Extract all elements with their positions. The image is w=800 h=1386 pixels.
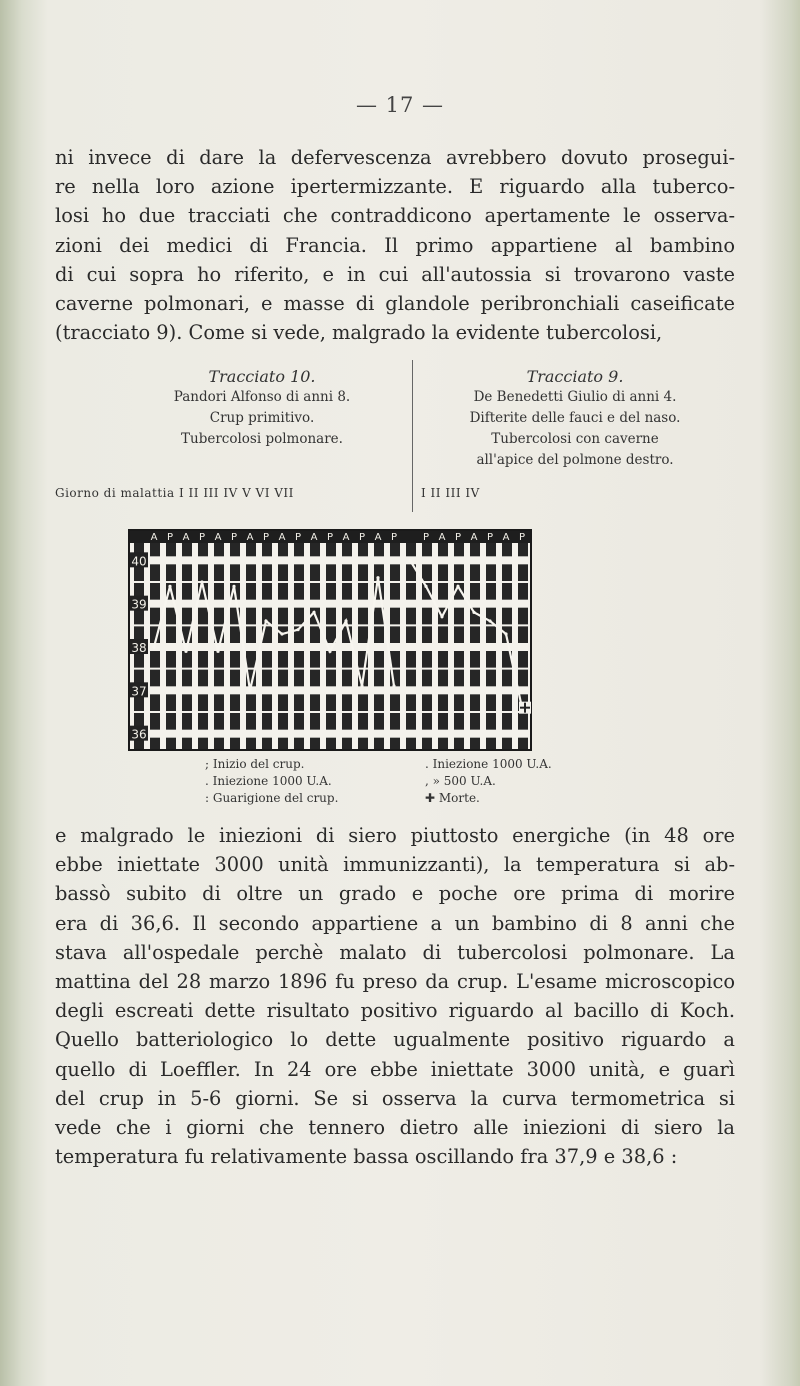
data-point [408,559,411,562]
data-point [248,689,251,692]
header-letter: A [502,532,510,543]
data-point [280,632,283,635]
text-line: Quello batteriologico lo dette ugualmente positivo riguardo a [55,1028,735,1052]
text-line: re nella loro azione ipertermizzante. E riguardo alla tuberco- [55,175,735,199]
text-line: mattina del 28 marzo 1896 fu preso da crup. L'esame microscopico [55,970,735,994]
header-letter: P [230,532,238,543]
data-point [344,619,347,622]
text-line: zioni dei medici di Francia. Il primo appartiene al bambino [55,233,735,257]
legend-item: ; Inizio del crup. [205,757,305,771]
header-letter: A [470,532,478,543]
header-letter: P [422,532,430,543]
text-line: losi ho due tracciati che contraddicono apertamente le osserva- [55,204,735,228]
header-letter: A [214,532,222,543]
header-letter: P [294,532,302,543]
legend-item: . Iniezione 1000 U.A. [425,757,552,771]
legend-item: , » 500 U.A. [425,774,496,788]
caption-title: Tracciato 9. [526,367,624,386]
header-letter: A [342,532,350,543]
caption-line: Crup primitivo. [209,410,315,426]
caption-line: all'apice del polmone destro. [476,452,674,468]
caption-line: Tubercolosi polmonare. [181,431,343,447]
text-line: quello di Loeffler. In 24 ore ebbe iniettate 3000 unità, e guarì [55,1057,735,1081]
caption-divider [412,360,413,512]
header-letter: A [246,532,254,543]
caption-tracciato-10 [162,366,362,450]
caption-line: Tubercolosi con caverne [491,431,659,447]
text-line: (tracciato 9). Come si vede, malgrado la evidente tubercolosi, [55,321,663,345]
figure-temperature-charts [0,360,800,810]
header-letter: A [278,532,286,543]
header-letter: A [310,532,318,543]
grid-band [128,686,532,694]
header-letter: P [454,532,462,543]
data-point [360,684,363,687]
legend-item: : Guarigione del crup. [205,791,339,805]
header-letter: P [518,532,526,543]
header-letter: A [182,532,190,543]
data-point [296,628,299,631]
text-line: caverne polmonari, e masse di glandole peribronchiali caseificate [55,292,735,316]
data-point [376,576,379,579]
day-axis-right: I II III IV [421,486,480,500]
day-axis-left: Giorno di malattia I II III IV V VI VII [55,486,294,500]
header-letter: P [390,532,398,543]
data-point [472,611,475,614]
header-letter: A [150,532,158,543]
caption-line: Pandori Alfonso di anni 8. [173,389,351,405]
data-point [456,585,459,588]
text-line: temperatura fu relativamente bassa oscillando fra 37,9 e 38,6 : [55,1145,678,1169]
data-point [232,585,235,588]
y-tick-label: 37 [131,684,147,699]
header-letter: P [166,532,174,543]
header-letter: P [262,532,270,543]
text-line: stava all'ospedale perchè malato di tubercolosi polmonare. La [55,940,735,964]
data-point [504,632,507,635]
data-point [392,684,395,687]
y-tick-label: 38 [131,641,147,655]
caption-line: De Benedetti Giulio di anni 4. [473,389,677,405]
y-tick-label: 36 [131,727,147,742]
text-line: di cui sopra ho riferito, e in cui all'autossia si trovarono vaste [55,262,735,286]
data-point [184,650,187,653]
legend-item: . Iniezione 1000 U.A. [205,774,332,788]
header-letter: P [198,532,206,543]
temperature-chart [128,529,532,751]
data-point [440,615,443,618]
data-point [264,619,267,622]
text-line: degli escreati dette risultato positivo riguardo al bacillo di Koch. [55,999,735,1023]
text-line: bassò subito di oltre un grado e poche ore prima di morire [55,882,735,906]
header-letter: A [374,532,382,543]
paragraph-top [55,143,735,347]
header-letter: P [326,532,334,543]
data-point [424,585,427,588]
caption-tracciato-9 [420,366,730,471]
text-line: vede che i giorni che tennero dietro alle iniezioni di siero la [55,1116,735,1140]
data-point [328,650,331,653]
data-point [168,585,171,588]
data-point [216,650,219,653]
data-point [200,580,203,583]
text-line: era di 36,6. Il secondo appartiene a un bambino di 8 anni che [55,911,735,935]
text-line: del crup in 5-6 giorni. Se si osserva la curva termometrica si [55,1086,735,1110]
grid-band [128,556,532,564]
header-letter: A [438,532,446,543]
legend-item: ✚ Morte. [425,791,480,805]
header-letter: P [358,532,366,543]
data-point [152,645,155,648]
text-line: e malgrado le iniezioni di siero piuttosto energiche (in 48 ore [55,824,735,847]
text-line: ni invece di dare la defervescenza avrebbero dovuto prosegui- [55,146,735,169]
page-number: — 17 — [355,93,445,117]
caption-line: Difterite delle fauci e del naso. [469,410,681,426]
data-point [488,619,491,622]
legend-right [425,756,552,807]
legend-left [205,756,338,807]
paragraph-bottom [55,821,735,1171]
data-point [312,611,315,614]
y-tick-label: 40 [131,554,147,569]
text-line: ebbe iniettate 3000 unità immunizzanti), la temperatura si ab- [55,853,735,877]
grid-band [128,730,532,738]
y-tick-label: 39 [131,597,147,612]
header-letter: P [486,532,494,543]
caption-title: Tracciato 10. [208,367,316,386]
